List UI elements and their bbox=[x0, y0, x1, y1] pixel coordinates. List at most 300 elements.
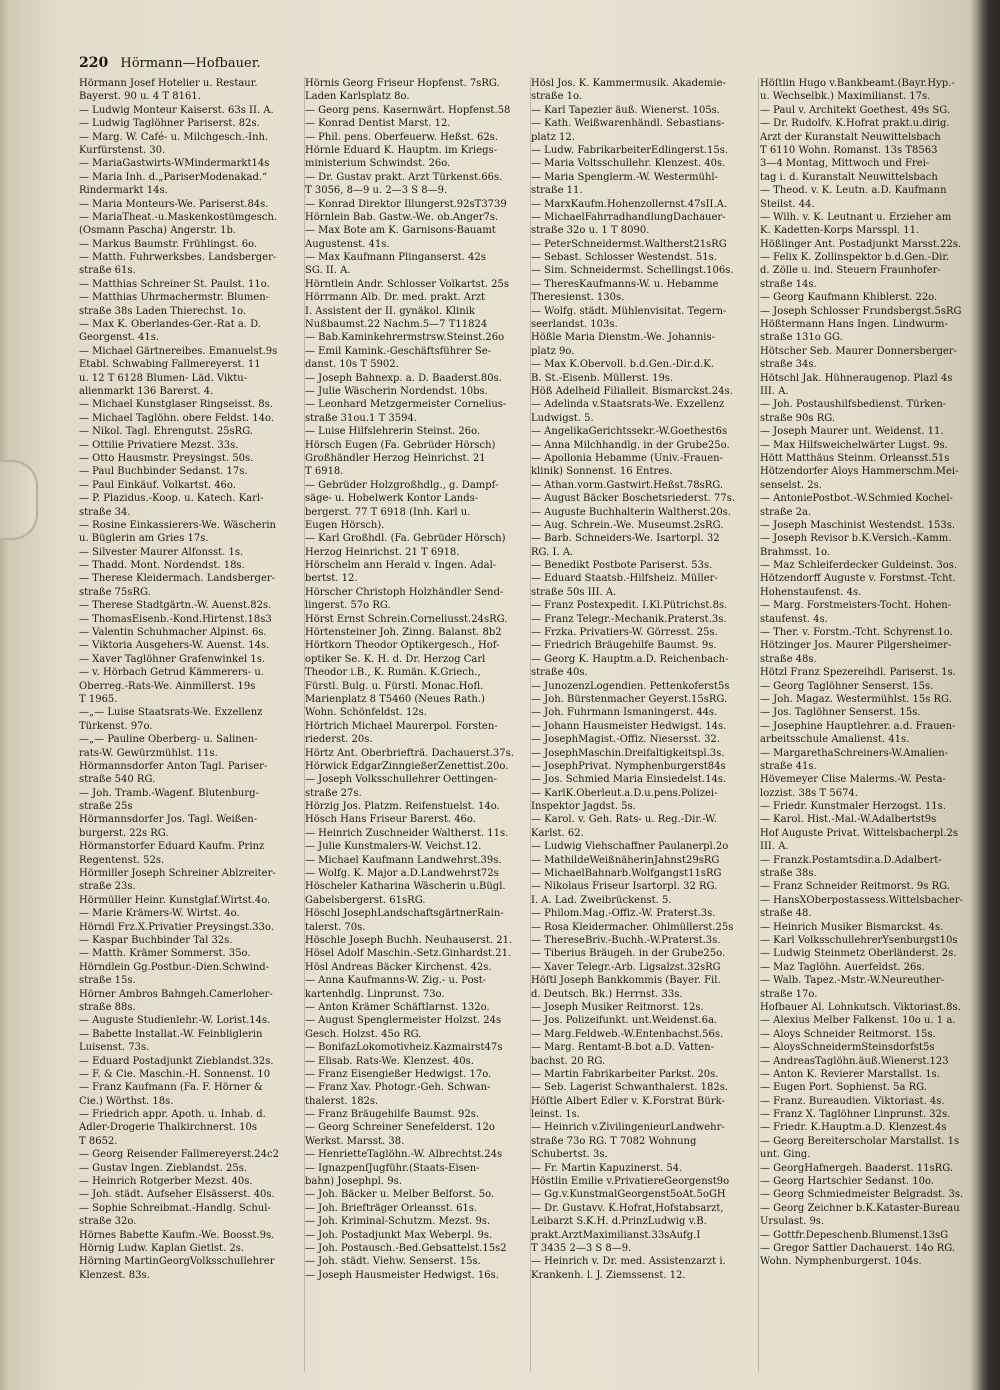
directory-entry-line: — Nikol. Tagl. Ehrengutst. 25sRG. bbox=[79, 426, 254, 438]
directory-entry-line: — Joh. städt. Aufseher Elsässerst. 40s. bbox=[79, 1189, 275, 1201]
directory-entry-line: — Franz Telegr.-Mechanik.Praterst.3s. bbox=[531, 613, 727, 625]
directory-entry-line: — Gebrüder Holzgroßhdlg., g. Dampf- bbox=[305, 479, 499, 491]
directory-entry-line: Hörtrich Michael Maurerpol. Forsten- bbox=[305, 720, 498, 732]
directory-entry-line: — Valentin Schuhmacher Alpinst. 6s. bbox=[79, 627, 267, 639]
directory-entry-line: — Konrad Dentist Marst. 12. bbox=[305, 118, 451, 130]
directory-entry-line: — Bab.Kaminkehrermstrsw.Steinst.26o bbox=[305, 332, 505, 344]
directory-entry-line: SG. II. A. bbox=[305, 265, 351, 277]
directory-entry-line: T 8652. bbox=[79, 1135, 118, 1147]
directory-entry-line: — Georg K. Hauptm.a.D. Reichenbach- bbox=[531, 653, 729, 665]
directory-entry-line: — Nikolaus Friseur Isartorpl. 32 RG. bbox=[531, 881, 718, 893]
directory-entry-line: alienmarkt 136 Barerst. 4. bbox=[79, 385, 214, 397]
binding-shadow bbox=[978, 0, 1000, 1390]
directory-entry-line: — Gottfr.Depeschenb.Blumenst.13sG bbox=[760, 1229, 949, 1241]
directory-entry-line: — Joh. Tramb.-Wagenf. Blutenburg- bbox=[79, 787, 259, 799]
directory-entry-line: — Wolfg. K. Major a.D.Landwehrst72s bbox=[305, 868, 499, 880]
directory-entry-line: — JosephMagist.-Offiz. Niesersst. 32. bbox=[531, 734, 720, 746]
directory-entry-line: — Sim. Schneidermst. Schellingst.106s. bbox=[531, 265, 734, 277]
directory-entry-line: — Georg Zeichner b.K.Kataster-Bureau bbox=[760, 1202, 960, 1214]
directory-entry-line: Hörnes Babette Kaufm.-We. Boosst.9s. bbox=[79, 1229, 275, 1241]
directory-entry-line: Adler-Drogerie Thalkirchnerst. 10s bbox=[79, 1122, 257, 1134]
directory-entry-line: — Martin Fabrikarbeiter Parkst. 20s. bbox=[531, 1068, 719, 1080]
directory-entry-line: — Joseph Maschinist Westendst. 153s. bbox=[760, 519, 956, 531]
directory-entry-line: — August Bäcker Boschetsriederst. 77s. bbox=[531, 493, 736, 505]
directory-entry-line: — Jos. Taglöhner Senserst. 15s. bbox=[760, 707, 921, 719]
directory-entry-line: — Joseph Maurer unt. Weidenst. 11. bbox=[760, 426, 944, 438]
directory-entry-line: Rindermarkt 14s. bbox=[79, 185, 168, 197]
directory-entry-line: — Marg. Rentamt-B.bot a.D. Vatten- bbox=[531, 1042, 715, 1054]
directory-entry-line: T 3056, 8—9 u. 2—3 S 8—9. bbox=[305, 185, 448, 197]
directory-entry-line: T 6918. bbox=[305, 466, 344, 478]
directory-entry-line: straße 61s. bbox=[79, 265, 136, 277]
directory-entry-line: — Kath. Weißwarenhändl. Sebastians- bbox=[531, 118, 725, 130]
directory-entry-line: — Anna Milchhandlg. in der Grube25o. bbox=[531, 439, 730, 451]
directory-entry-line: (Osmann Pascha) Angerstr. 1b. bbox=[79, 225, 237, 237]
directory-entry-line: — JosephMaschin.Dreifaltigkeitspl.3s. bbox=[531, 747, 725, 759]
directory-entry-line: straße 88s. bbox=[79, 1001, 136, 1013]
directory-entry-line: Hötzl Franz Spezereihdl. Pariserst. 1s. bbox=[760, 667, 956, 679]
directory-entry-line: lingerst. 57o RG. bbox=[305, 600, 391, 612]
directory-entry-line: —„— Pauline Oberberg- u. Salinen- bbox=[79, 734, 258, 746]
directory-entry-line: — Michael Kaufmann Landwehrst.39s. bbox=[305, 854, 502, 866]
directory-entry-line: arbeitsschule Amalienst. 41s. bbox=[760, 734, 910, 746]
directory-entry-line: — Marg.Feldweb.-W.Entenbachst.56s. bbox=[531, 1028, 724, 1040]
directory-entry-line: seerlandst. 103s. bbox=[531, 319, 618, 331]
directory-entry-line: straße 38s Laden Thierechst. 1o. bbox=[79, 305, 247, 317]
directory-entry-line: — Adelinda v.Staatsrats-We. Exzellenz bbox=[531, 399, 725, 411]
directory-entry-line: rats-W. Gewürzmühlst. 11s. bbox=[79, 747, 218, 759]
directory-entry-line: — Friedrich appr. Apoth. u. Inhab. d. bbox=[79, 1109, 266, 1121]
directory-entry-line: — Franz Bräugehilfe Baumst. 92s. bbox=[305, 1109, 480, 1121]
directory-entry-line: Eugen Hörsch). bbox=[305, 519, 385, 531]
directory-entry-line: — Benedikt Postbote Pariserst. 53s. bbox=[531, 560, 713, 572]
directory-entry-line: 3—4 Montag, Mittwoch und Frei- bbox=[760, 158, 930, 170]
page-header bbox=[79, 55, 959, 77]
directory-entry-line: — Matthias Uhrmachermstr. Blumen- bbox=[79, 292, 270, 304]
directory-entry-line: Hofbauer Al. Lohnkutsch. Viktoriast.8s. bbox=[760, 1001, 961, 1013]
directory-entry-line: — Luise Hilfslehrerin Steinst. 26o. bbox=[305, 426, 481, 438]
directory-entry-line: lozzist. 38s T 5674. bbox=[760, 787, 858, 799]
directory-entry-line: — Dr. Gustav prakt. Arzt Türkenst.66s. bbox=[305, 171, 503, 183]
directory-entry-line: straße 17o. bbox=[760, 988, 818, 1000]
directory-entry-line: — BonifazLokomotivheiz.Kazmairst47s bbox=[305, 1042, 503, 1054]
directory-entry-line: straße 31ou.1 T 3594. bbox=[305, 412, 418, 424]
directory-entry-line: — Paul Einkäuf. Volkartst. 46o. bbox=[79, 479, 236, 491]
directory-entry-line: — Joh. Briefträger Orleansst. 61s. bbox=[305, 1202, 478, 1214]
directory-entry-line: Hörtkorn Theodor Optikergesch., Hof- bbox=[305, 640, 500, 652]
directory-entry-line: Gesch. Holzst. 45o RG. bbox=[305, 1028, 422, 1040]
directory-entry-line: straße 27s. bbox=[305, 787, 362, 799]
directory-entry-line: Theresienst. 130s. bbox=[531, 292, 625, 304]
running-title: Hörmann—Hofbauer. bbox=[120, 56, 261, 71]
directory-entry-line: — Joh. Magaz. Westermühlst. 15s RG. bbox=[760, 693, 952, 705]
directory-entry-line: — Friedrich Bräugehilfe Baumst. 9s. bbox=[531, 640, 717, 652]
directory-entry-line: Kurfürstenst. 30. bbox=[79, 144, 166, 156]
directory-entry-line: kartenhdlg. Linprunst. 73o. bbox=[305, 988, 445, 1000]
directory-entry-line: — Gg.v.KunstmalGeorgenst5oAt.5oGH bbox=[531, 1189, 726, 1201]
directory-entry-line: Hößlinger Ant. Postadjunkt Marsst.22s. bbox=[760, 238, 962, 250]
directory-entry-line: — MariaTheat.-u.Maskenkostümgesch. bbox=[79, 211, 278, 223]
directory-entry-line: straße 50s III. A. bbox=[531, 586, 617, 598]
directory-entry-line: T 1965. bbox=[79, 693, 118, 705]
directory-entry-line: — Max K. Oberlandes-Ger.-Rat a. D. bbox=[79, 319, 261, 331]
directory-entry-line: — Heinrich v. Dr. med. Assistenzarzt i. bbox=[531, 1256, 726, 1268]
directory-entry-line: — Georg Kaufmann Khiblerst. 22o. bbox=[760, 292, 938, 304]
directory-entry-line: — v. Hörbach Getrud Kämmerers- u. bbox=[79, 667, 264, 679]
directory-entry-line: Hörtz Ant. Oberbriefträ. Dachauerst.37s. bbox=[305, 747, 514, 759]
directory-entry-line: — Heinrich Rotgerber Mezst. 40s. bbox=[79, 1176, 253, 1188]
directory-entry-line: Herzog Heinrichst. 21 T 6918. bbox=[305, 546, 460, 558]
directory-entry-line: platz 12. bbox=[531, 131, 575, 143]
directory-entry-line: — Ludwig Steinmetz Oberländerst. 2s. bbox=[760, 948, 957, 960]
directory-entry-line: Hörndl Frz.X.Privatier Preysingst.33o. bbox=[79, 921, 274, 933]
directory-entry-line: — ThereseBriv.-Buchh.-W.Praterst.3s. bbox=[531, 935, 721, 946]
directory-entry-line: Hößle Maria Dienstm.-We. Johannis- bbox=[531, 332, 716, 344]
directory-entry-line: danst. 10s T 5902. bbox=[305, 359, 399, 371]
directory-entry-line: bachst. 20 RG. bbox=[531, 1055, 606, 1067]
directory-entry-line: — Maria Spenglerm.-W. Westermühl- bbox=[531, 171, 718, 183]
directory-entry-line: — Sebast. Schlosser Westendst. 51s. bbox=[531, 252, 717, 264]
directory-entry-line: — Anton K. Revierer Marstallst. 1s. bbox=[760, 1068, 940, 1080]
directory-entry-line: straße 25s bbox=[79, 801, 133, 813]
directory-entry-line: — Anna Kaufmanns-W. Zig.- u. Post- bbox=[305, 975, 487, 987]
directory-entry-line: Hövemeyer Clise Malerms.-W. Pesta- bbox=[760, 774, 946, 786]
directory-entry-line: — Joh. städt. Viehw. Senserst. 15s. bbox=[305, 1256, 481, 1268]
directory-entry-line: optiker Se. K. H. d. Dr. Herzog Carl bbox=[305, 653, 486, 665]
directory-entry-line: — Dr. Gustavv. K.Hofrat,Hofstabsarzt, bbox=[531, 1202, 724, 1214]
directory-entry-line: — Max K.Obervoll. b.d.Gen.-Dir.d.K. bbox=[531, 359, 714, 371]
directory-entry-line: — Franz Eisengießer Hedwigst. 17o. bbox=[305, 1068, 492, 1080]
directory-entry-line: B. St.-Eisenb. Müllerst. 19s. bbox=[531, 372, 674, 384]
directory-entry-line: — F. & Cie. Maschin.-H. Sonnenst. 10 bbox=[79, 1068, 271, 1080]
directory-entry-line: thalerst. 182s. bbox=[305, 1095, 379, 1107]
directory-entry-line: Hof Auguste Privat. Wittelsbacherpl.2s bbox=[760, 827, 959, 839]
directory-entry-line: — Wilh. v. K. Leutnant u. Erzieher am bbox=[760, 211, 952, 223]
directory-entry-line: Nußbaumst.22 Nachm.5—7 T11824 bbox=[305, 319, 488, 331]
directory-entry-line: bahn) Josephpl. 9s. bbox=[305, 1176, 402, 1188]
directory-entry-line: Gabelsbergerst. 61sRG. bbox=[305, 894, 426, 906]
directory-entry-line: — Gregor Sattler Dachauerst. 14o RG. bbox=[760, 1242, 956, 1254]
directory-entry-line: — Fr. Martin Kapuzinerst. 54. bbox=[531, 1162, 683, 1174]
directory-entry-line: u. Wechselbk.) Maximilianst. 17s. bbox=[760, 91, 931, 103]
directory-entry-line: Hörmannsdorfer Anton Tagl. Pariser- bbox=[79, 760, 268, 772]
directory-entry-line: — Ther. v. Forstm.-Tcht. Schyrenst.1o. bbox=[760, 627, 953, 639]
directory-entry-line: — Heinrich v.ZivilingenieurLandwehr- bbox=[531, 1122, 725, 1134]
directory-entry-line: straße 40s. bbox=[531, 667, 588, 679]
directory-entry-line: — Marie Krämers-W. Wirtst. 4o. bbox=[79, 908, 240, 920]
directory-entry-line: — Georg Hartschier Sedanst. 10o. bbox=[760, 1176, 935, 1188]
directory-entry-line: — Anton Krämer Schäftlarnst. 132o. bbox=[305, 1001, 490, 1013]
directory-entry-line: straße 32o. bbox=[79, 1216, 137, 1228]
directory-entry-line: — TheresKaufmanns-W. u. Hebamme bbox=[531, 278, 719, 290]
directory-entry-line: — Karl Tapezier äuß. Wienerst. 105s. bbox=[531, 104, 720, 116]
directory-entry-line: — JosephPrivat. Nymphenburgerst84s bbox=[531, 760, 726, 772]
directory-entry-line: Werkst. Marsst. 38. bbox=[305, 1135, 405, 1147]
directory-entry-line: säge- u. Hobelwerk Kontor Lands- bbox=[305, 493, 479, 505]
directory-entry-line: T 6110 Wohn. Romanst. 13s T8563 bbox=[760, 144, 938, 156]
directory-entry-line: straße 41s. bbox=[760, 760, 817, 772]
directory-entry-line: Oberreg.-Rats-We. Ainmillerst. 19s bbox=[79, 680, 256, 692]
directory-entry-line: Hörwick EdgarZinngießerZenettist.20o. bbox=[305, 760, 509, 772]
directory-entry-line: straße 34s. bbox=[760, 359, 817, 371]
directory-entry-line: — Joh. Postadjunkt Max Weberpl. 9s. bbox=[305, 1229, 493, 1241]
directory-entry-line: — Matth. Krämer Sommerst. 35o. bbox=[79, 948, 251, 960]
directory-entry-line: RG. I. A. bbox=[531, 546, 574, 558]
directory-entry-line: — Babette Installat.-W. Feinbliglerin bbox=[79, 1028, 263, 1040]
directory-entry-line: Höschl JosephLandschaftsgärtnerRain- bbox=[305, 908, 504, 920]
directory-entry-line: — HenrietteTaglöhn.-W. Albrechtst.24s bbox=[305, 1149, 503, 1161]
directory-entry-line: burgerst. 22s RG. bbox=[79, 827, 169, 839]
directory-entry-line: — Jos. Polizeifunkt. unt.Weidenst.6a. bbox=[531, 1015, 718, 1027]
directory-entry-line: — MarxKaufm.Hohenzollernst.47sII.A. bbox=[531, 198, 728, 210]
directory-entry-line: — Joseph Revisor b.K.Versich.-Kamm. bbox=[760, 533, 952, 545]
directory-entry-line: — Michael Taglöhn. obere Feldst. 14o. bbox=[79, 412, 275, 424]
directory-entry-line: — Seb. Lagerist Schwanthalerst. 182s. bbox=[531, 1082, 729, 1094]
directory-entry-line: — Franz. Bureaudien. Viktoriast. 4s. bbox=[760, 1095, 945, 1107]
directory-entry-line: — Joseph Schlosser Frundsbergst.5sRG bbox=[760, 305, 962, 317]
directory-entry-line: bertst. 12. bbox=[305, 573, 358, 585]
directory-entry-line: — Maria Monteurs-We. Pariserst.84s. bbox=[79, 198, 269, 210]
column-1 bbox=[79, 77, 305, 1377]
directory-entry-line: — Rosa Kleidermacher. Ohlmüllerst.25s bbox=[531, 921, 734, 933]
directory-entry-line: Klenzest. 83s. bbox=[79, 1269, 150, 1281]
directory-entry-line: straße 1o. bbox=[531, 91, 583, 103]
directory-entry-line: Hösl Andreas Bäcker Kirchenst. 42s. bbox=[305, 961, 492, 973]
directory-entry-line: Hörsch Eugen (Fa. Gebrüder Hörsch) bbox=[305, 439, 496, 451]
directory-entry-line: — Ludwig Taglöhner Pariserst. 82s. bbox=[79, 118, 260, 130]
thumb-tab-mark bbox=[0, 460, 38, 540]
directory-entry-line: — Gustav Ingen. Zieblandst. 25s. bbox=[79, 1162, 248, 1174]
directory-entry-line: Bayerst. 90 u. 4 T 8161. bbox=[79, 91, 201, 103]
directory-entry-line: straße 38s. bbox=[760, 868, 817, 880]
directory-entry-line: — MariaGastwirts-WMindermarkt14s bbox=[79, 158, 270, 170]
directory-entry-line: — MargarethaSchreiners-W.Amalien- bbox=[760, 747, 949, 759]
directory-entry-line: — Markus Baumstr. Frühlingst. 6o. bbox=[79, 238, 258, 250]
directory-entry-line: Hörtensteiner Joh. Zinng. Balanst. 8b2 bbox=[305, 627, 502, 639]
directory-entry-line: Arzt der Kuranstalt Neuwittelsbach bbox=[760, 131, 941, 143]
directory-entry-line: I. A. Lad. Zweibrückenst. 5. bbox=[531, 894, 672, 906]
directory-entry-line: Wohn. Nymphenburgerst. 104s. bbox=[760, 1256, 922, 1268]
directory-entry-line: — KarlK.Oberleut.a.D.u.pens.Polizei- bbox=[531, 787, 718, 799]
directory-entry-line: straße 2a. bbox=[760, 506, 812, 518]
directory-entry-line: — Friedr. K.Hauptm.a.D. Klenzest.4s bbox=[760, 1122, 947, 1134]
directory-entry-line: — Joh. Kriminal-Schutzm. Mezst. 9s. bbox=[305, 1216, 491, 1228]
directory-entry-line: straße 15s. bbox=[79, 975, 136, 987]
directory-entry-line: Hötzinger Jos. Maurer Pilgersheimer- bbox=[760, 640, 952, 652]
directory-entry-line: — Joh. Postaushilfsbedienst. Türken- bbox=[760, 399, 947, 411]
directory-entry-line: staufenst. 4s. bbox=[760, 613, 828, 625]
directory-entry-line: — Jos. Schmied Maria Einsiedelst.14s. bbox=[531, 774, 727, 786]
directory-entry-line: — Alexius Melber Falkenst. 10o u. 1 a. bbox=[760, 1015, 956, 1027]
directory-entry-line: Höſtlin Hugo v.Bankbeamt.(Bayr.Hyp.- bbox=[760, 78, 955, 89]
directory-entry-line: bergerst. 77 T 6918 (Inh. Karl u. bbox=[305, 506, 471, 518]
directory-entry-line: — Silvester Maurer Alfonsst. 1s. bbox=[79, 546, 244, 558]
directory-entry-line: — Karl VolksschullehrerYsenburgst10s bbox=[760, 935, 958, 946]
directory-entry-line: straße 32o u. 1 T 8090. bbox=[531, 225, 650, 237]
directory-entry-line: — Dr. Rudolfv. K.Hofrat prakt.u.dirig. bbox=[760, 118, 950, 130]
directory-entry-line: — Karl Großhdl. (Fa. Gebrüder Hörsch) bbox=[305, 533, 506, 545]
directory-entry-line: Leibarzt S.K.H. d.PrinzLudwig v.B. bbox=[531, 1216, 707, 1228]
directory-entry-line: — Otto Hausmstr. Preysingst. 50s. bbox=[79, 452, 254, 464]
directory-entry-line: — AngelikaGerichtssekr.-W.Goethest6s bbox=[531, 426, 728, 438]
directory-entry-line: tag i. d. Kuranstalt Neuwittelsbach bbox=[760, 171, 938, 183]
directory-entry-line: Luisenst. 73s. bbox=[79, 1042, 150, 1054]
directory-entry-line: — Marg. W. Café- u. Milchgesch.-Inh. bbox=[79, 131, 269, 143]
directory-entry-line: — Franz Schneider Reitmorst. 9s RG. bbox=[760, 881, 950, 893]
directory-entry-line: — Auguste Studienlehr.-W. Lorist.14s. bbox=[79, 1015, 271, 1027]
directory-entry-line: — Paul v. Architekt Goethest. 49s SG. bbox=[760, 104, 950, 116]
directory-entry-line: Hörmüller Heinr. Kunstglaf.Wirtst.4o. bbox=[79, 894, 271, 906]
directory-entry-line: — ThomasEisenb.-Kond.Hirtenst.18s3 bbox=[79, 613, 272, 625]
directory-entry-line: — Karol. v. Geh. Rats- u. Reg.-Dir.-W. bbox=[531, 814, 717, 826]
directory-entry-line: Ursulast. 9s. bbox=[760, 1216, 825, 1228]
directory-entry-line: — HansXOberpostassess.Wittelsbacher- bbox=[760, 894, 963, 906]
directory-entry-line: — Joseph Bahnexp. a. D. Baaderst.80s. bbox=[305, 372, 502, 384]
directory-entry-line: — Michael Kunstglaser Ringseisst. 8s. bbox=[79, 399, 273, 411]
directory-entry-line: — MichaelFahrradhandlungDachauer- bbox=[531, 211, 726, 223]
directory-entry-line: — Ottilie Privatiere Mezst. 33s. bbox=[79, 439, 239, 451]
directory-entry-line: — GeorgHafnergeh. Baaderst. 11sRG. bbox=[760, 1162, 954, 1174]
directory-entry-line: Karlst. 62. bbox=[531, 827, 584, 839]
directory-entry-line: straße 75sRG. bbox=[79, 586, 151, 598]
directory-entry-line: — Theod. v. K. Leutn. a.D. Kaufmann bbox=[760, 185, 947, 197]
directory-entry-line: — Joseph Musiker Reitmorst. 12s. bbox=[531, 1001, 704, 1013]
directory-entry-line: Hött Matthäus Steinm. Orleansst.51s bbox=[760, 452, 950, 464]
directory-entry-line: III. A. bbox=[760, 385, 789, 397]
directory-entry-line: Ludwigst. 5. bbox=[531, 412, 594, 424]
directory-entry-line: Hötzendorfer Aloys Hammerschm.Mei- bbox=[760, 466, 959, 478]
directory-entry-line: Fürstl. Bulg. u. Fürstl. Monac.Hofl. bbox=[305, 680, 484, 692]
directory-entry-line: Hörscher Christoph Holzhändler Send- bbox=[305, 586, 504, 598]
directory-entry-line: — Ludwig Viehschaffner Paulanerpl.2o bbox=[531, 841, 729, 853]
directory-entry-line: — Xaver Telegr.-Arb. Ligsalzst.32sRG bbox=[531, 961, 721, 973]
directory-entry-line: Augustenst. 41s. bbox=[305, 238, 390, 250]
directory-entry-line: — Matthias Schreiner St. Paulst. 11o. bbox=[79, 278, 270, 290]
directory-entry-line: — Joh. Bäcker u. Melber Belforst. 5o. bbox=[305, 1189, 495, 1201]
directory-entry-line: prakt.ArztMaximilianst.33sAufg.I bbox=[531, 1229, 701, 1241]
directory-entry-line: — Tiberius Bräugeh. in der Grube25o. bbox=[531, 948, 726, 960]
directory-entry-line: straße 540 RG. bbox=[79, 774, 156, 786]
directory-entry-line: — Max Hilfsweichelwärter Lugst. 9s. bbox=[760, 439, 948, 451]
directory-entry-line: Hörmannsdorfer Jos. Tagl. Weißen- bbox=[79, 814, 258, 826]
directory-entry-line: Hörner Ambros Bahngeh.Camerloher- bbox=[79, 988, 273, 1000]
directory-entry-line: — Franzk.Postamtsdir.a.D.Adalbert- bbox=[760, 854, 942, 866]
directory-entry-line: — Thadd. Mont. Nordendst. 18s. bbox=[79, 560, 245, 572]
directory-entry-line: — August Spenglermeister Holzst. 24s bbox=[305, 1015, 502, 1027]
directory-entry-line: d. Deutsch. Bk.) Herrnst. 33s. bbox=[531, 988, 683, 1000]
directory-entry-line: Etabl. Schwabing Fallmereyerst. 11 bbox=[79, 359, 261, 371]
directory-entry-line: Hörnle Eduard K. Hauptm. im Kriegs- bbox=[305, 144, 498, 156]
directory-entry-line: — Georg Bereiterscholar Marstallst. 1s bbox=[760, 1135, 960, 1147]
directory-entry-line: straße 14s. bbox=[760, 278, 817, 290]
directory-entry-line: Hösel Adolf Maschin.-Setz.Ginhardst.21. bbox=[305, 948, 512, 960]
directory-entry-line: straße 11. bbox=[531, 185, 583, 197]
directory-entry-line: — Konrad Direktor Illungerst.92sT3739 bbox=[305, 198, 507, 210]
directory-entry-line: — P. Plazidus.-Koop. u. Katech. Karl- bbox=[79, 493, 264, 505]
directory-entry-line: — Julie Kunstmalers-W. Veichst.12. bbox=[305, 841, 482, 853]
directory-entry-line: — Eduard Staatsb.-Hilfsheiz. Müller- bbox=[531, 573, 718, 585]
directory-entry-line: senselst. 2s. bbox=[760, 479, 822, 491]
directory-entry-line: — Johann Hausmeister Hedwigst. 14s. bbox=[531, 720, 727, 732]
directory-entry-line: — Emil Kamink.-Geschäftsführer Se- bbox=[305, 345, 491, 357]
directory-entry-line: — Franz X. Taglöhner Linprunst. 32s. bbox=[760, 1109, 951, 1121]
directory-entry-line: — Maz Taglöhn. Auerfeldst. 26s. bbox=[760, 961, 925, 973]
directory-entry-line: straße 48. bbox=[760, 908, 812, 920]
column-4 bbox=[760, 77, 978, 1377]
directory-entry-line: — Josephine Hauptlehrer. a.d. Frauen- bbox=[760, 720, 956, 732]
directory-entry-line: Wohn. Schönfeldst. 12s. bbox=[305, 707, 427, 719]
directory-entry-line: Höscheler Katharina Wäscherin u.Bügl. bbox=[305, 881, 506, 893]
directory-entry-line: Inspektor Jagdst. 5s. bbox=[531, 801, 636, 813]
directory-entry-line: Hörrmann Alb. Dr. med. prakt. Arzt bbox=[305, 292, 486, 304]
directory-entry-line: — Franz Xav. Photogr.-Geh. Schwan- bbox=[305, 1082, 491, 1094]
directory-entry-line: III. A. bbox=[760, 841, 789, 853]
directory-entry-line: — Xaver Taglöhner Grafenwinkel 1s. bbox=[79, 653, 266, 665]
directory-entry-line: straße 90s RG. bbox=[760, 412, 836, 424]
column-2 bbox=[305, 77, 531, 1377]
directory-entry-line: I. Assistent der II. gynäkol. Klinik bbox=[305, 305, 475, 317]
directory-entry-line: straße 131o GG. bbox=[760, 332, 843, 344]
directory-entry-line: Steilst. 44. bbox=[760, 198, 815, 210]
directory-entry-line: — Marg. Forstmeisters-Tocht. Hohen- bbox=[760, 600, 952, 612]
directory-entry-line: — Joh. Bürstenmacher Geyerst.15sRG. bbox=[531, 693, 728, 705]
directory-entry-line: — Auguste Buchhalterin Waltherst.20s. bbox=[531, 506, 731, 518]
directory-entry-line: — Felix K. Zollinspektor b.d.Gen.-Dir. bbox=[760, 252, 950, 264]
directory-entry-line: — Karol. Hist.-Mal.-W.Adalbertst9s bbox=[760, 814, 937, 826]
directory-entry-line: straße 73o RG. T 7082 Wohnung bbox=[531, 1135, 697, 1147]
page-edge bbox=[0, 0, 8, 1390]
directory-entry-line: unt. Ging. bbox=[760, 1149, 811, 1161]
directory-entry-line: — Athan.vorm.Gastwirt.Heßst.78sRG. bbox=[531, 479, 724, 491]
directory-entry-line: Hörzig Jos. Platzm. Reifenstuelst. 14o. bbox=[305, 801, 500, 813]
directory-entry-line: — Viktoria Ausgehers-W. Auenst. 14s. bbox=[79, 640, 270, 652]
directory-entry-line: — IgnazpenſJugführ.(Staats-Eisen- bbox=[305, 1162, 480, 1174]
directory-entry-line: Höſtle Albert Edler v. K.Forstrat Bürk- bbox=[531, 1095, 725, 1107]
directory-entry-line: — Aloys Schneider Reitmorst. 15s. bbox=[760, 1028, 936, 1040]
directory-entry-line: — Joh. Postausch.-Bed.Gebsattelst.15s2 bbox=[305, 1242, 507, 1254]
directory-entry-line: — Joseph Volksschullehrer Oettingen- bbox=[305, 774, 497, 786]
column-divider bbox=[758, 77, 759, 1372]
directory-entry-line: — Frzka. Privatiers-W. Görresst. 25s. bbox=[531, 627, 718, 639]
directory-entry-line: — Michael Gärtnereibes. Emanuelst.9s bbox=[79, 345, 278, 357]
directory-entry-line: — Franz Postexpedit. I.Kl.Pütrichst.8s. bbox=[531, 600, 728, 612]
directory-entry-line: Hörmanstorfer Eduard Kaufm. Prinz bbox=[79, 841, 265, 853]
directory-entry-line: Hörning MartinGeorgVolksschullehrer bbox=[79, 1256, 275, 1268]
directory-entry-line: Hörndlein Gg.Postbur.-Dien.Schwind- bbox=[79, 961, 270, 973]
directory-entry-line: Höstlin Emilie v.PrivatiereGeorgenst9o bbox=[531, 1176, 730, 1188]
directory-entry-line: — Georg Taglöhner Senserst. 15s. bbox=[760, 680, 934, 692]
directory-entry-line: Georgenst. 41s. bbox=[79, 332, 160, 344]
directory-entry-line: Höschle Joseph Buchh. Neuhauserst. 21. bbox=[305, 935, 513, 946]
directory-entry-line: — Georg Schmiedmeister Belgradst. 3s. bbox=[760, 1189, 964, 1201]
directory-entry-line: Hörntlein Andr. Schlosser Volkartst. 25s bbox=[305, 278, 509, 290]
directory-entry-line: — Joseph Hausmeister Hedwigst. 16s. bbox=[305, 1269, 499, 1281]
directory-entry-line: — Phil. pens. Oberfeuerw. Heßst. 62s. bbox=[305, 131, 498, 143]
directory-entry-line: — Eugen Port. Sophienst. 5a RG. bbox=[760, 1082, 927, 1094]
directory-entry-line: — Leonhard Metzgermeister Cornelius- bbox=[305, 399, 507, 411]
directory-entry-line: — Georg Schreiner Senefelderst. 12o bbox=[305, 1122, 495, 1134]
directory-entry-line: — Walb. Tapez.-Mstr.-W.Neureuther- bbox=[760, 975, 945, 987]
directory-entry-line: Hörnlein Bab. Gastw.-We. ob.Anger7s. bbox=[305, 211, 499, 223]
directory-entry-line: Hötzendorff Auguste v. Forstmst.-Tcht. bbox=[760, 573, 956, 585]
directory-entry-line: — Wolfg. städt. Mühlenvisitat. Tegern- bbox=[531, 305, 727, 317]
directory-entry-line: — Maria Inh. d.„PariserModenakad.“ bbox=[79, 171, 268, 183]
directory-entry-line: Hötschl Jak. Hühneraugenop. Plazl 4s bbox=[760, 372, 953, 384]
directory-entry-line: talerst. 70s. bbox=[305, 921, 366, 933]
directory-entry-line: platz 9o. bbox=[531, 345, 575, 357]
directory-entry-line: — MathildeWeißnäherinJahnst29sRG bbox=[531, 854, 720, 866]
directory-entry-line: T 3435 2—3 S 8—9. bbox=[531, 1242, 632, 1254]
